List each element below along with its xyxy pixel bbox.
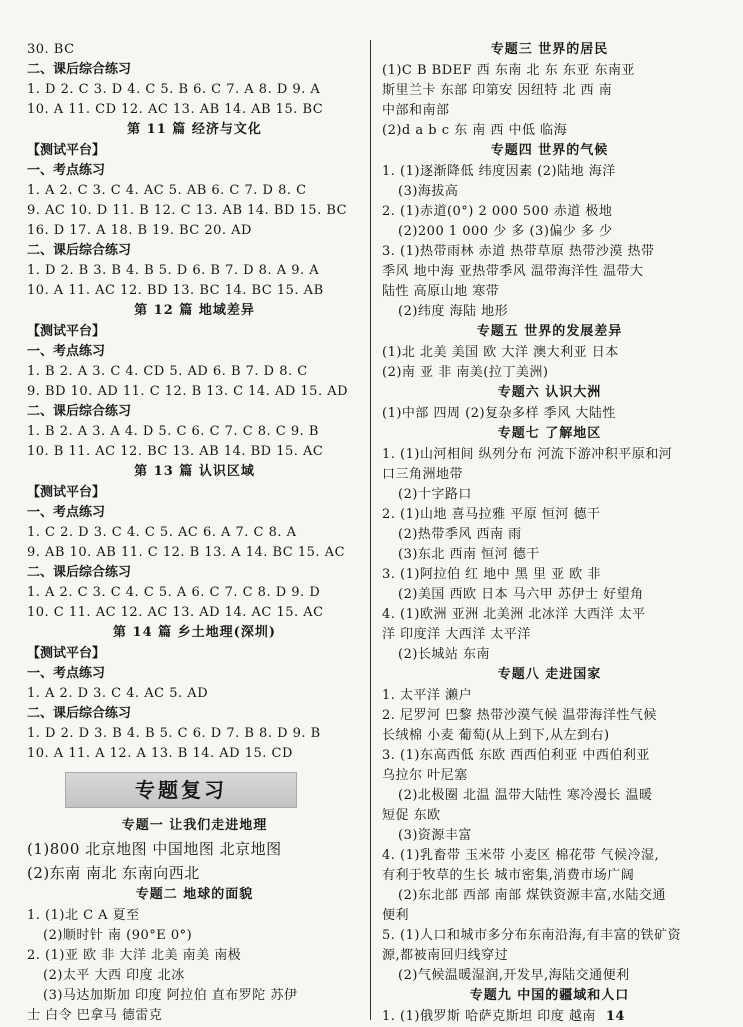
right-column (382, 40, 717, 1027)
answer-line: 4. (1)乳畜带 玉米带 小麦区 棉花带 气候冷湿, (382, 848, 660, 863)
answer-line: 1. D 2. D 3. B 4. B 5. C 6. D 7. B 8. D 9. B (27, 726, 321, 741)
answer-text: 1. (1)俄罗斯 哈萨克斯坦 印度 越南 (382, 1009, 596, 1024)
exercise-subheading: 一、考点练习 (27, 505, 106, 520)
exercise-subheading: 二、课后综合练习 (27, 404, 132, 419)
answer-line: 士 白令 巴拿马 德雷克 (27, 1008, 163, 1023)
answer-line: (2)热带季风 西南 雨 (398, 527, 522, 542)
answer-line: (2)长城站 东南 (398, 647, 491, 662)
exercise-subheading: 二、课后综合练习 (27, 565, 132, 580)
answer-line: 短促 东欧 (382, 808, 441, 823)
section-heading: 专题五 世界的发展差异 (476, 324, 623, 339)
answer-line: 16. D 17. A 18. B 19. BC 20. AD (27, 223, 252, 238)
answer-line: 10. A 11. AC 12. BD 13. BC 14. BC 15. AB (27, 283, 324, 298)
answer-line: 9. AB 10. AB 11. C 12. B 13. A 14. BC 15. AC (27, 545, 346, 560)
exercise-subheading: 一、考点练习 (27, 666, 106, 681)
section-heading: 专题八 走进国家 (497, 667, 602, 682)
answer-line: (2)200 1 000 少 多 (3)偏少 多 少 (398, 224, 613, 239)
answer-line: (1)北 北美 美国 欧 大洋 澳大利亚 日本 (382, 345, 619, 360)
answer-line: 1. B 2. A 3. A 4. D 5. C 6. C 7. C 8. C 9. B (27, 424, 319, 439)
answer-line: 有利于牧草的生长 城市密集,消费市场广阔 (382, 868, 635, 883)
answer-line: 10. A 11. A 12. A 13. B 14. AD 15. CD (27, 746, 293, 761)
answer-line: 便利 (382, 908, 410, 923)
answer-line: (3)资源丰富 (398, 828, 472, 843)
answer-line: 10. A 11. CD 12. AC 13. AB 14. AB 15. BC (27, 102, 324, 117)
answer-line: 中部和南部 (382, 103, 450, 118)
answer-line: 10. C 11. AC 12. AC 13. AD 14. AC 15. AC (27, 605, 324, 620)
answer-line: 2. 尼罗河 巴黎 热带沙漠气候 温带海洋性气候 (382, 708, 657, 723)
answer-line: (2)纬度 海陆 地形 (398, 304, 509, 319)
answer-line: (2)太平 大西 印度 北冰 (43, 968, 185, 983)
answer-line (382, 1007, 717, 1027)
answer-line: 10. B 11. AC 12. BC 13. AB 14. BD 15. AC (27, 444, 324, 459)
section-heading: 专题六 认识大洲 (497, 385, 602, 400)
exercise-subheading: 二、课后综合练习 (27, 243, 132, 258)
answer-line: (1)800 北京地图 中国地图 北京地图 (27, 840, 282, 858)
section-heading: 第 12 篇 地域差异 (134, 303, 255, 318)
answer-line: 2. (1)山地 喜马拉雅 平原 恒河 德干 (382, 507, 601, 522)
section-heading: 专题三 世界的居民 (490, 42, 609, 57)
section-heading: 专题七 了解地区 (497, 426, 602, 441)
answer-line: 1. 太平洋 濑户 (382, 688, 473, 703)
page-number: 14 (605, 1009, 625, 1024)
answer-line: (2)顺时针 南 (90°E 0°) (43, 928, 193, 943)
section-heading: 专题一 让我们走进地理 (121, 818, 268, 833)
answer-line: 陆性 高原山地 寒带 (382, 284, 500, 299)
answer-line: (1)C B BDEF 西 东南 北 东 东亚 东南亚 (382, 63, 635, 78)
answer-line: 9. AC 10. D 11. B 12. C 13. AB 14. BD 15. BC (27, 203, 348, 218)
answer-line: 1. A 2. D 3. C 4. AC 5. AD (27, 686, 209, 701)
answer-line: 1. B 2. A 3. C 4. CD 5. AD 6. B 7. D 8. C (27, 364, 308, 379)
section-heading: 专题二 地球的面貌 (135, 887, 254, 902)
answer-line: 长绒棉 小麦 葡萄(从上到下,从左到右) (382, 728, 610, 743)
answer-line: 2. (1)亚 欧 非 大洋 北美 南美 南极 (27, 948, 242, 963)
answer-line: 9. BD 10. AD 11. C 12. B 13. C 14. AD 15. AD (27, 384, 349, 399)
answer-line: 1. (1)逐渐降低 纬度因素 (2)陆地 海洋 (382, 164, 616, 179)
answer-line: 1. D 2. B 3. B 4. B 5. D 6. B 7. D 8. A 9. A (27, 263, 320, 278)
answer-line: 3. (1)阿拉伯 红 地中 黑 里 亚 欧 非 (382, 567, 601, 582)
answer-line: (3)马达加斯加 印度 阿拉伯 直布罗陀 苏伊 (43, 988, 298, 1003)
test-platform-tag: 【测试平台】 (27, 485, 106, 500)
section-heading: 第 14 篇 乡土地理(深圳) (113, 625, 276, 640)
answer-line: 1. C 2. D 3. C 4. C 5. AC 6. A 7. C 8. A (27, 525, 297, 540)
section-heading: 专题九 中国的疆域和人口 (469, 988, 630, 1003)
answer-line: 斯里兰卡 东部 印第安 因纽特 北 西 南 (382, 83, 613, 98)
answer-line: 洋 印度洋 大西洋 太平洋 (382, 627, 531, 642)
answer-line: (2)d a b c 东 南 西 中低 临海 (382, 123, 568, 138)
answer-line: (2)十字路口 (398, 487, 472, 502)
section-heading: 第 11 篇 经济与文化 (127, 122, 262, 137)
test-platform-tag: 【测试平台】 (27, 143, 106, 158)
answer-line: 1. A 2. C 3. C 4. AC 5. AB 6. C 7. D 8. C (27, 183, 307, 198)
section-heading: 专题四 世界的气候 (490, 143, 609, 158)
answer-line: 5. (1)人口和城市多分布东南沿海,有丰富的铁矿资 (382, 928, 682, 943)
exercise-subheading: 一、考点练习 (27, 344, 106, 359)
answer-line: (2)北极圈 北温 温带大陆性 寒冷漫长 温暖 (398, 788, 653, 803)
answer-line: 3. (1)热带雨林 赤道 热带草原 热带沙漠 热带 (382, 244, 655, 259)
answer-line: (2)东南 南北 东南向西北 (27, 864, 200, 882)
answer-line: 1. A 2. C 3. C 4. C 5. A 6. C 7. C 8. D 9. D (27, 585, 321, 600)
exercise-subheading: 二、课后综合练习 (27, 706, 132, 721)
test-platform-tag: 【测试平台】 (27, 646, 106, 661)
left-column (27, 40, 362, 1026)
section-heading: 第 13 篇 认识区域 (134, 464, 255, 479)
answer-line: 季风 地中海 亚热带季风 温带海洋性 温带大 (382, 264, 644, 279)
answer-line: 2. (1)赤道(0°) 2 000 500 赤道 极地 (382, 204, 613, 219)
column-divider (370, 40, 371, 1020)
answer-line: 1. (1)山河相间 纵列分布 河流下游冲积平原和河 (382, 447, 673, 462)
answer-line: 4. (1)欧洲 亚洲 北美洲 北冰洋 大西洋 太平 (382, 607, 646, 622)
exercise-subheading: 二、课后综合练习 (27, 62, 132, 77)
answer-line: (3)东北 西南 恒河 德干 (398, 547, 540, 562)
answer-line: 1. D 2. C 3. D 4. C 5. B 6. C 7. A 8. D 9. A (27, 82, 321, 97)
answer-line: 30. BC (27, 42, 75, 57)
answer-line: (2)南 亚 非 南美(拉丁美洲) (382, 365, 549, 380)
test-platform-tag: 【测试平台】 (27, 324, 106, 339)
answer-line: 乌拉尔 叶尼塞 (382, 768, 468, 783)
answer-line: (2)美国 西欧 日本 马六甲 苏伊士 好望角 (398, 587, 644, 602)
answer-line: 源,都被南回归线穿过 (382, 948, 509, 963)
answer-line: (1)中部 四周 (2)复杂多样 季风 大陆性 (382, 406, 616, 421)
answer-line: (2)东北部 西部 南部 煤铁资源丰富,水陆交通 (398, 888, 666, 903)
answer-line: 3. (1)东高西低 东欧 西西伯利亚 中西伯利亚 (382, 748, 650, 763)
answer-line: (3)海拔高 (398, 184, 459, 199)
review-banner: 专题复习 (65, 772, 297, 808)
answer-line: (2)气候温暖湿润,开发早,海陆交通便利 (398, 968, 630, 983)
answer-line: 口三角洲地带 (382, 467, 464, 482)
exercise-subheading: 一、考点练习 (27, 163, 106, 178)
answer-line: 1. (1)北 C A 夏至 (27, 908, 140, 923)
